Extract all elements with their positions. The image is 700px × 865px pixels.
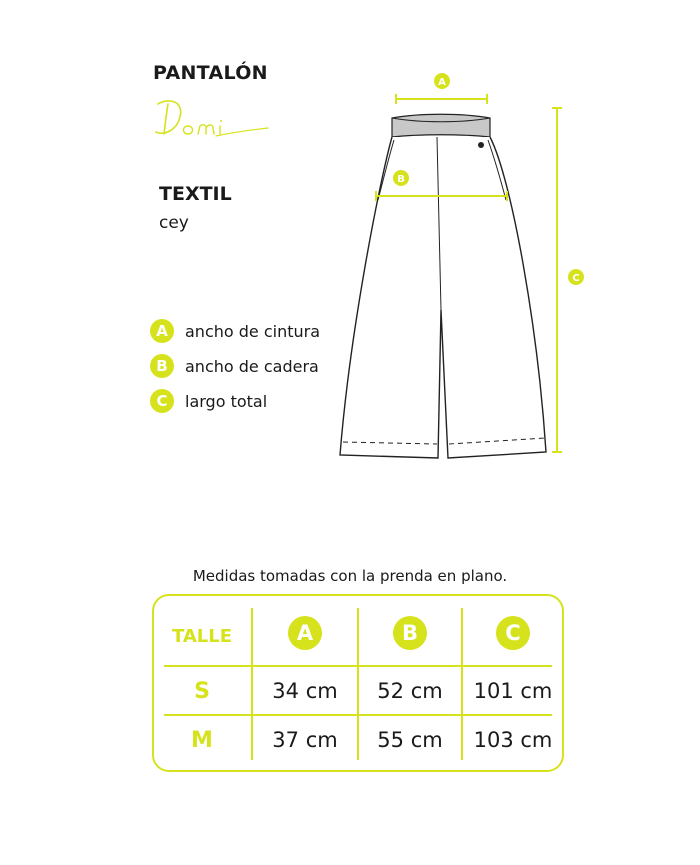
button-icon — [478, 142, 484, 148]
measurement-note: Medidas tomadas con la prenda en plano. — [192, 567, 508, 585]
legend-badge-c: C — [150, 389, 174, 413]
pants-outline — [340, 137, 546, 458]
brand-logo — [150, 92, 275, 142]
header-b-cell — [358, 608, 462, 658]
header-a: A — [288, 616, 322, 650]
legend-text-b: ancho de cadera — [185, 356, 319, 376]
legend-item-a — [150, 318, 320, 344]
legend-item-c — [150, 388, 267, 414]
row-m-a: 37 cm — [272, 728, 338, 752]
row-s-a: 34 cm — [272, 679, 338, 703]
row-s-c: 101 cm — [473, 679, 553, 703]
size-table — [152, 594, 564, 772]
header-c-cell — [462, 608, 564, 658]
legend-badge-b: B — [150, 354, 174, 378]
header-a-cell — [252, 608, 358, 658]
legend-text-c: largo total — [185, 391, 268, 411]
header-size: TALLE — [171, 625, 233, 647]
row-s-b: 52 cm — [377, 679, 443, 703]
waistband — [392, 114, 490, 137]
legend-item-b — [150, 353, 319, 379]
row-m-size: M — [191, 727, 213, 753]
pants-diagram — [330, 65, 600, 465]
measure-label-b: B — [397, 174, 405, 185]
row-m-c: 103 cm — [473, 728, 553, 752]
legend-badge-a: A — [150, 319, 174, 343]
fabric-value: cey — [159, 213, 189, 233]
row-s-size: S — [194, 678, 210, 704]
product-title: PANTALÓN — [153, 62, 268, 84]
legend-text-a: ancho de cintura — [185, 321, 321, 341]
measure-label-c: C — [572, 273, 580, 284]
row-m-b: 55 cm — [377, 728, 443, 752]
header-b: B — [393, 616, 427, 650]
header-c: C — [496, 616, 530, 650]
fabric-label: TEXTIL — [159, 183, 232, 205]
measure-label-a: A — [438, 77, 446, 88]
